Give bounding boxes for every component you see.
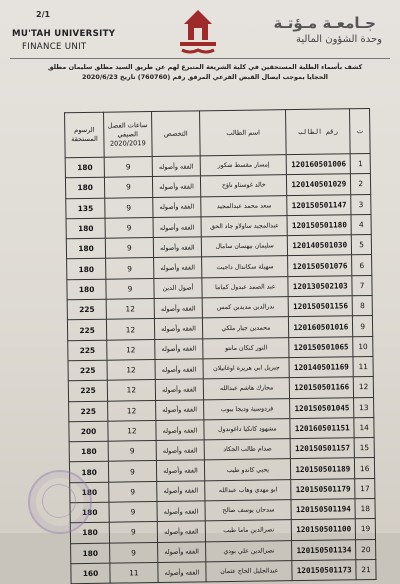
header-divider: [10, 58, 390, 59]
cell-specialization: الفقه وأصوله: [152, 176, 201, 197]
cell-specialization: الفقه وأصوله: [154, 339, 203, 360]
cell-summer-hours: 9: [105, 238, 153, 259]
cell-number: 19: [356, 519, 376, 540]
cell-specialization: الفقه وأصوله: [155, 379, 204, 400]
cell-specialization: الفقه وأصوله: [157, 562, 206, 583]
cell-fees-due: 225: [67, 299, 106, 320]
cell-specialization: الفقه وأصوله: [156, 460, 205, 481]
cell-specialization: الفقه وأصوله: [154, 298, 203, 319]
cell-student-id: 120150501134: [292, 539, 356, 560]
header-summer-hours: ساعات الفصل الصيفي 2020/2019: [104, 112, 152, 158]
cell-student-name: عبدالمجيد ساولاو جاد الحق: [201, 216, 287, 237]
university-name-en: MU'TAH UNIVERSITY: [12, 29, 116, 39]
cell-student-name: يحيي كاندو طيب: [205, 459, 291, 480]
cell-fees-due: 180: [70, 502, 109, 523]
table-header-row: [65, 109, 371, 158]
document-code: 2/1: [36, 10, 51, 19]
cell-student-name: صدام طالب الجكاد: [204, 439, 290, 460]
cell-student-name: سدحان يوسف صالح: [205, 500, 291, 521]
cell-number: 1: [350, 154, 370, 175]
cell-fees-due: 225: [69, 401, 108, 422]
cell-number: 6: [352, 255, 372, 276]
cell-student-name: عبد الصمد عبدول كماما: [202, 276, 288, 297]
cell-student-name: محمدين جيار ملكي: [203, 317, 289, 338]
cell-summer-hours: 9: [105, 197, 153, 218]
cell-fees-due: 180: [65, 157, 104, 178]
cell-fees-due: 225: [68, 360, 107, 381]
cell-student-id: 120160501151: [290, 418, 354, 439]
cell-number: 8: [352, 296, 372, 317]
cell-fees-due: 225: [67, 320, 106, 341]
header-specialization: التخصص: [151, 111, 200, 157]
cell-student-id: 120150501180: [287, 215, 351, 236]
cell-summer-hours: 9: [109, 461, 157, 482]
cell-student-id: 120140501169: [289, 357, 353, 378]
cell-student-id: 120150501065: [289, 336, 353, 357]
cell-student-id: 120160501016: [289, 316, 353, 337]
cell-specialization: الفقه وأصوله: [153, 217, 202, 238]
cell-fees-due: 180: [71, 543, 110, 564]
cell-student-id: 120140501029: [287, 174, 351, 195]
cell-student-id: 120150501076: [288, 255, 352, 276]
cell-number: 20: [356, 539, 376, 560]
cell-specialization: الفقه وأصوله: [153, 257, 202, 278]
stamp-inner-ring: [42, 484, 76, 518]
header-student-id: رقم الطالب: [286, 109, 351, 155]
header-number: ت: [350, 109, 370, 154]
cell-specialization: الفقه وأصوله: [156, 440, 205, 461]
cell-student-name: مشهود كانكيا داغوندول: [204, 419, 290, 440]
finance-unit-en: FINANCE UNIT: [22, 42, 87, 52]
cell-specialization: الفقه وأصوله: [157, 501, 206, 522]
cell-student-name: بدرالدين مديدين كمس: [202, 297, 288, 318]
cell-fees-due: 180: [70, 523, 109, 544]
cell-number: 14: [354, 417, 374, 438]
cell-summer-hours: 9: [109, 502, 157, 523]
cell-summer-hours: 12: [106, 299, 154, 320]
cell-fees-due: 180: [66, 238, 105, 259]
cell-number: 16: [355, 458, 375, 479]
cell-student-name: خالد غوستاو ناؤح: [201, 175, 287, 196]
cell-fees-due: 180: [67, 259, 106, 280]
cell-summer-hours: 12: [107, 380, 155, 401]
cell-student-id: 120150501189: [291, 458, 355, 479]
cell-specialization: الفقه وأصوله: [155, 420, 204, 441]
table-body: [65, 154, 376, 584]
cell-student-id: 120150501100: [292, 519, 356, 540]
cell-fees-due: 160: [71, 563, 110, 584]
cell-student-name: محارك هاشم عبدالله: [204, 378, 290, 399]
cell-student-name: نصرالدين ماما طيب: [206, 520, 292, 541]
cell-number: 12: [354, 377, 374, 398]
cell-fees-due: 200: [69, 421, 108, 442]
cell-specialization: الفقه وأصوله: [153, 237, 202, 258]
cell-student-id: 120150501166: [290, 377, 354, 398]
cell-summer-hours: 9: [105, 177, 153, 198]
cell-fees-due: 180: [66, 218, 105, 239]
cell-summer-hours: 9: [105, 217, 153, 238]
cell-student-name: ابو مهدي وهاب عبدالله: [205, 479, 291, 500]
cell-student-id: 120150501173: [292, 560, 356, 581]
cell-specialization: الفقه وأصوله: [152, 156, 201, 177]
cell-number: 17: [355, 478, 375, 499]
cell-number: 18: [355, 499, 375, 520]
cell-summer-hours: 9: [106, 258, 154, 279]
cell-summer-hours: 9: [109, 522, 157, 543]
cell-student-id: 120130502103: [288, 276, 352, 297]
cell-fees-due: 180: [69, 441, 108, 462]
cell-number: 2: [351, 174, 371, 195]
cell-summer-hours: 9: [106, 278, 154, 299]
header-student-name: اسم الطالب: [200, 110, 287, 156]
cell-fees-due: 135: [66, 198, 105, 219]
cell-student-id: 120150501045: [290, 397, 354, 418]
cell-fees-due: 180: [65, 178, 104, 199]
cell-student-id: 120150501156: [288, 296, 352, 317]
cell-fees-due: 225: [68, 380, 107, 401]
cell-summer-hours: 12: [107, 319, 155, 340]
university-logo: [172, 6, 224, 58]
header-fees-due: الرسوم المستحقة: [65, 112, 105, 158]
cell-fees-due: 180: [70, 482, 109, 503]
cell-number: 21: [356, 559, 376, 580]
official-stamp: [28, 470, 92, 534]
cell-summer-hours: 9: [109, 481, 157, 502]
cell-number: 13: [354, 397, 374, 418]
cell-summer-hours: 9: [108, 441, 156, 462]
cell-student-name: عبدالجليل الحاج عثمان: [206, 561, 292, 582]
cell-number: 9: [353, 316, 373, 337]
university-name-ar: جـامعـة مـؤتـة: [273, 14, 376, 32]
cell-student-name: إمسار مقسط شكور: [200, 155, 286, 176]
cell-fees-due: 180: [67, 279, 106, 300]
cell-number: 3: [351, 194, 371, 215]
cell-specialization: أصول الدين: [153, 278, 202, 299]
cell-student-name: نصرالدين علي بودي: [206, 540, 292, 561]
cell-student-name: النور كنكان مانتو: [203, 337, 289, 358]
cell-summer-hours: 12: [107, 339, 155, 360]
cell-summer-hours: 12: [108, 420, 156, 441]
cell-specialization: الفقه وأصوله: [155, 359, 204, 380]
cell-number: 11: [353, 356, 373, 377]
cell-number: 15: [354, 438, 374, 459]
finance-unit-ar: وحدة الشؤون المالية: [295, 34, 382, 45]
cell-student-id: 120150501157: [290, 438, 354, 459]
cell-student-name: جبريل ابي هريرة اوغانيلان: [203, 358, 289, 379]
cell-specialization: الفقه وأصوله: [156, 481, 205, 502]
table-row: [71, 559, 376, 584]
cell-specialization: الفقه وأصوله: [155, 399, 204, 420]
cell-student-id: 120160501006: [286, 154, 350, 175]
cell-specialization: الفقه وأصوله: [157, 521, 206, 542]
students-table: [64, 108, 377, 584]
cell-student-id: 120150501179: [291, 478, 355, 499]
cell-summer-hours: 11: [110, 562, 158, 583]
cell-summer-hours: 9: [110, 542, 158, 563]
cell-summer-hours: 12: [108, 400, 156, 421]
cell-number: 10: [353, 336, 373, 357]
cell-number: 5: [352, 235, 372, 256]
cell-student-name: فردوسية وديجا بيوب: [204, 398, 290, 419]
cell-number: 4: [351, 214, 371, 235]
cell-student-name: سهيلة سكاندال داجيت: [202, 256, 288, 277]
cell-number: 7: [352, 275, 372, 296]
cell-specialization: الفقه وأصوله: [157, 541, 206, 562]
cell-specialization: الفقه وأصوله: [152, 196, 201, 217]
cell-student-id: 120150501194: [291, 499, 355, 520]
intro-paragraph: كشف بأسماء الطلبة المستحقين في كلية الشريعة المتبرع لهم عن طريق السيد مطلق سليمان مطلق الحجايا بموجب ايصال القبض الفرعي المرفق رقم (760760) تاريخ 2020/6/23: [47, 63, 363, 81]
cell-fees-due: 225: [68, 340, 107, 361]
cell-fees-due: 180: [69, 462, 108, 483]
cell-summer-hours: 9: [104, 157, 152, 178]
cell-summer-hours: 12: [107, 360, 155, 381]
cell-student-id: 120150501147: [287, 194, 351, 215]
cell-student-name: سليمان بيهسان سامال: [202, 236, 288, 257]
cell-specialization: الفقه وأصوله: [154, 318, 203, 339]
cell-student-id: 120140501030: [288, 235, 352, 256]
cell-student-name: سعد محمد عبدالمجيد: [201, 195, 287, 216]
